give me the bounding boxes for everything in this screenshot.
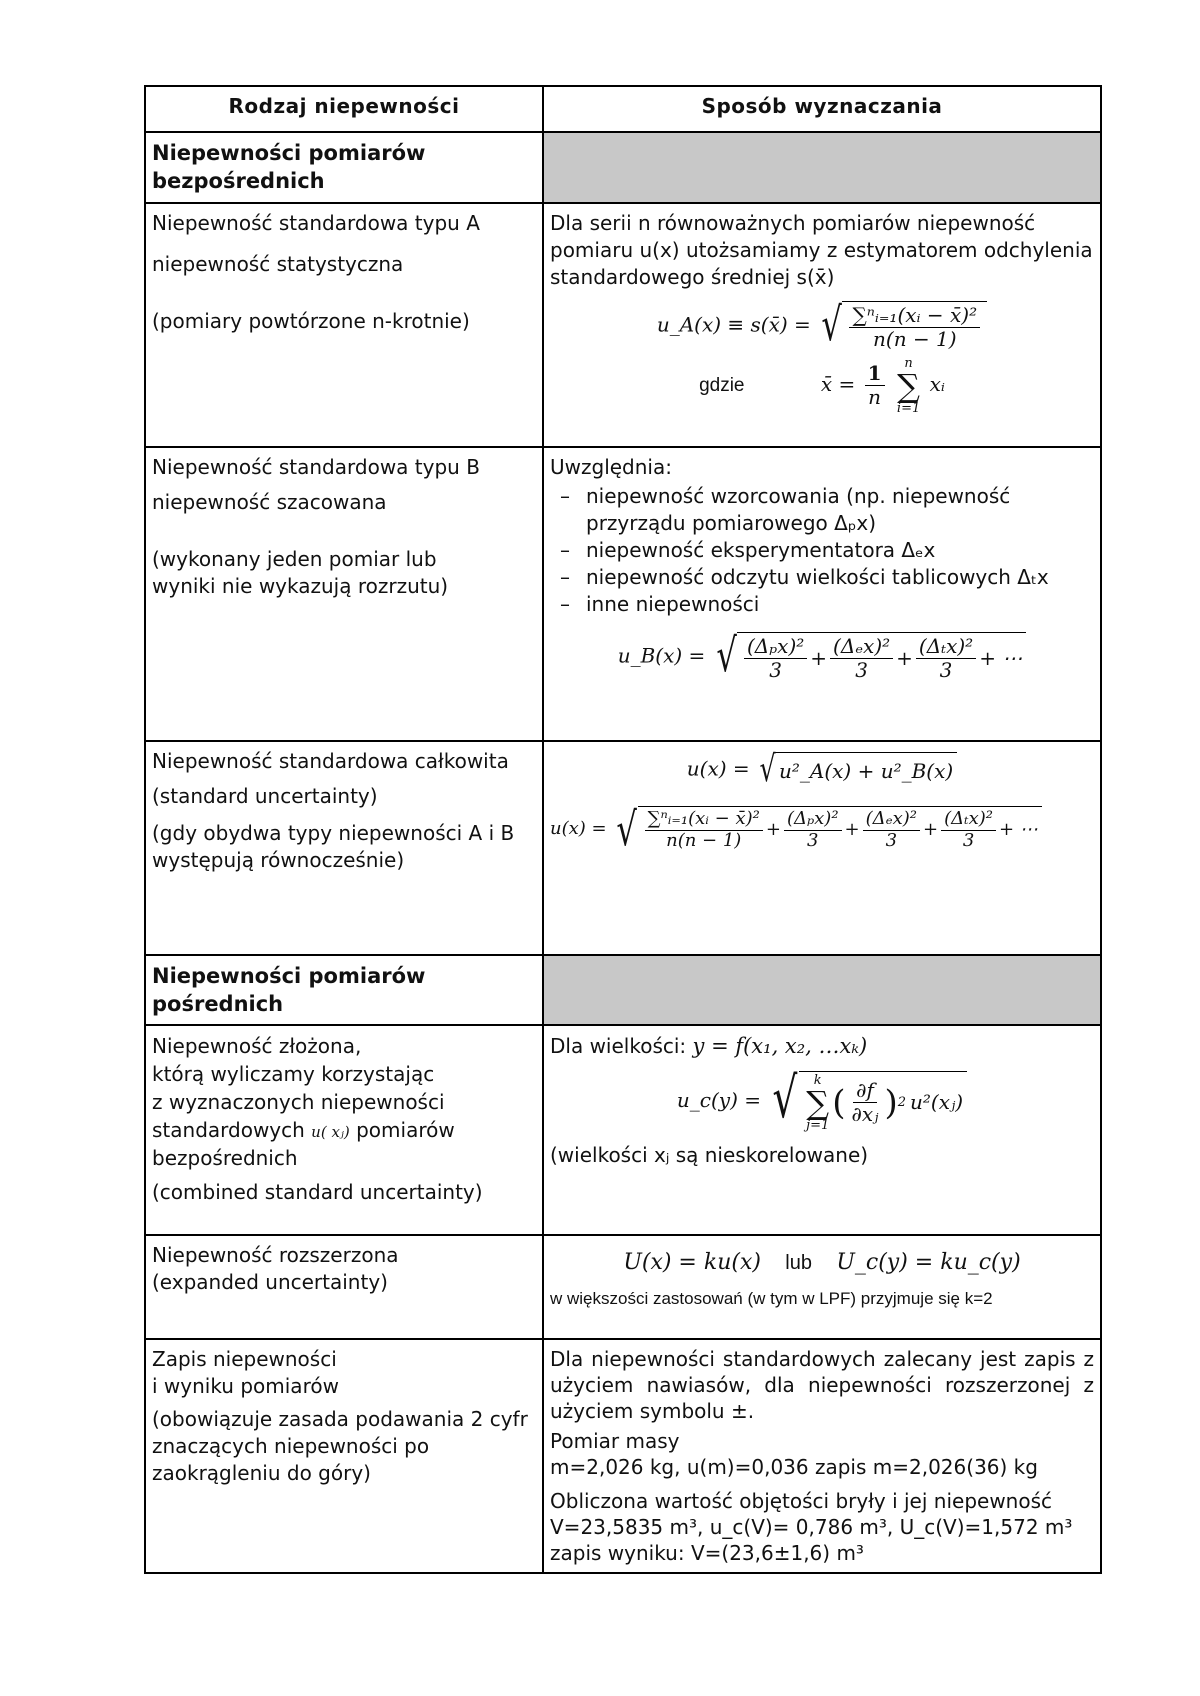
total-note: (gdy obydwa typy niepewności A i B występują równocześnie) — [152, 820, 515, 872]
type-b-term-2: (Δₑx)² — [830, 635, 893, 659]
notation-volume-label: Obliczona wartość objętości bryły i jej niepewność — [550, 1489, 1053, 1514]
type-b-formula — [550, 627, 1094, 682]
combined-row — [145, 1025, 1101, 1235]
type-a-sum-top: n — [904, 355, 913, 371]
section-direct-row — [145, 132, 1101, 203]
expanded-description — [145, 1235, 543, 1339]
type-b-description — [145, 447, 543, 741]
notation-explanation: Dla niepewności standardowych zalecany jest zapis z użyciem nawiasów, dla niepewności rozszerzonej z użyciem symbolu ±. — [550, 1347, 1094, 1424]
list-item: – niepewność wzorcowania (np. niepewność przyrządu pomiarowego Δₚx) — [560, 483, 1011, 535]
type-a-formula-den: n(n − 1) — [873, 326, 957, 351]
notation-volume-result: zapis wyniku: V=(23,6±1,6) m³ — [550, 1541, 864, 1566]
type-b-note-2: wyniki nie wykazują rozrzutu) — [152, 573, 449, 598]
expanded-title: Niepewność rozszerzona — [152, 1243, 399, 1268]
type-a-mean — [550, 357, 1094, 415]
combined-intro: Dla wielkości: y = f(x₁, x₂, …xₖ) — [550, 1034, 868, 1059]
section-direct-title: Niepewności pomiarów bezpośrednich — [145, 132, 543, 203]
type-a-mean-num: 1 — [865, 362, 885, 386]
type-b-note-1: (wykonany jeden pomiar lub — [152, 546, 437, 571]
total-title: Niepewność standardowa całkowita — [152, 748, 509, 773]
sqrt-symbol: √ $\frac{\text{(Δₚx)²}}{3}$ + $\frac{\text{(Δₑx)²}}{3}$ + $\frac{\text{(Δₜx)²}}{3}$ + ⋯ — [712, 632, 1027, 682]
type-a-formula-num: ∑ⁿᵢ₌₁(xᵢ − x̄)² — [849, 304, 980, 328]
expanded-note: w większości zastosowań (w tym w LPF) przyjmuje się k=2 — [550, 1289, 993, 1309]
type-a-formula-lhs: u_A(x) ≡ s(x̄) = — [656, 312, 811, 337]
type-a-formula — [550, 296, 1094, 351]
total-method — [543, 741, 1101, 955]
type-a-mean-term: xᵢ — [929, 372, 945, 397]
notation-mass-example: m=2,026 kg, u(m)=0,036 zapis m=2,026(36) kg — [550, 1455, 1038, 1480]
type-b-method — [543, 447, 1101, 741]
total-row — [145, 741, 1101, 955]
header-col-method: Sposób wyznaczania — [543, 86, 1101, 132]
type-b-list — [550, 483, 1094, 618]
combined-line-3: z wyznaczonych niepewności — [152, 1090, 445, 1115]
type-b-tail: + ⋯ — [979, 645, 1023, 670]
type-b-formula-lhs: u_B(x) = — [617, 643, 706, 668]
total-formula-2: u(x) = √ $\frac{\text{∑ⁿᵢ₌₁(xᵢ − x̄)²}}{n(n - 1)}$ + $\frac{\text{(Δₚx)²}}{3}$ + $\frac{\text{(Δₑx)²}}{3}$ + $\frac{\text{(Δₜx)²}}{3}$ + ⋯ — [550, 806, 1094, 852]
type-a-gdzie: gdzie — [699, 375, 745, 397]
type-a-note: (pomiary powtórzone n-krotnie) — [152, 308, 470, 333]
list-item: – niepewność odczytu wielkości tablicowych Δₜx — [560, 564, 1049, 589]
notation-row — [145, 1339, 1101, 1573]
total-description — [145, 741, 543, 955]
section-indirect-title: Niepewności pomiarów pośrednich — [145, 955, 543, 1026]
section-indirect-row — [145, 955, 1101, 1026]
uncertainty-table — [144, 85, 1102, 1574]
combined-line-4: standardowych u( xⱼ) pomiarów — [152, 1118, 455, 1143]
total-english: (standard uncertainty) — [152, 783, 378, 808]
type-a-title: Niepewność standardowa typu A — [152, 210, 480, 235]
section-indirect-filler — [543, 955, 1101, 1026]
type-a-sum-bottom: i=1 — [896, 400, 921, 416]
type-a-method — [543, 203, 1101, 447]
type-a-mean-den: n — [868, 385, 882, 410]
header-col-type: Rodzaj niepewności — [145, 86, 543, 132]
notation-method — [543, 1339, 1101, 1573]
sqrt-symbol: √ $\frac{\text{∑ⁿᵢ₌₁(xᵢ − x̄)²}}{n(n - 1)}$ — [817, 301, 987, 351]
notation-description — [145, 1339, 543, 1573]
notation-volume-values: V=23,5835 m³, u_c(V)= 0,786 m³, U_c(V)=1,572 m³ — [550, 1515, 1073, 1540]
notation-title-2: i wyniku pomiarów — [152, 1374, 339, 1399]
list-item: – niepewność eksperymentatora Δₑx — [560, 537, 936, 562]
type-b-intro: Uwzględnia: — [550, 454, 672, 479]
type-b-term-3: (Δₜx)² — [916, 635, 976, 659]
document-page — [144, 85, 1102, 1574]
combined-note: (wielkości xⱼ są nieskorelowane) — [550, 1142, 869, 1167]
combined-line-5: bezpośrednich — [152, 1146, 298, 1171]
combined-description — [145, 1025, 543, 1235]
type-a-explanation: Dla serii n równoważnych pomiarów niepewność pomiaru u(x) utożsamiamy z estymatorem odchylenia standardowego średniej s(x̄) — [550, 210, 1093, 289]
notation-rule: (obowiązuje zasada podawania 2 cyfr znaczących niepewności po zaokrągleniu do góry) — [152, 1407, 528, 1486]
expanded-formula: U(x) = ku(x) lub U_c(y) = ku_c(y) — [623, 1250, 1021, 1276]
sum-symbol: k ∑ j=1 — [806, 1072, 830, 1133]
type-b-title: Niepewność standardowa typu B — [152, 454, 480, 479]
sqrt-symbol: √ $\frac{\text{∑ⁿᵢ₌₁(xᵢ − x̄)²}}{n(n - 1)}$ + $\frac{\text{(Δₚx)²}}{3}$ + $\frac{\text{(Δₑx)²}}{3}$ + $\frac{\text{(Δₜx)²}}{3}$ + ⋯ — [612, 806, 1041, 852]
type-b-term-1: (Δₚx)² — [744, 635, 807, 659]
total-formula-1: u(x) = √ u²_A(x) + u²_B(x) — [550, 752, 1094, 788]
section-direct-filler — [543, 132, 1101, 203]
combined-formula: u_c(y) = √ k ∑ j=1 ( $\frac{\partial f}{\text{∂xⱼ}}$ ) 2 u²(xⱼ) — [550, 1071, 1094, 1132]
table-header-row — [145, 86, 1101, 132]
list-item: – inne niepewności — [560, 591, 760, 616]
sqrt-symbol: √ k ∑ j=1 ( $\frac{\partial f}{\text{∂xⱼ}}$ ) 2 u²(xⱼ) — [767, 1071, 967, 1132]
notation-mass-label: Pomiar masy — [550, 1429, 680, 1454]
combined-english: (combined standard uncertainty) — [152, 1180, 483, 1205]
expanded-english: (expanded uncertainty) — [152, 1270, 388, 1295]
sum-symbol: n ∑ i=1 — [896, 355, 921, 416]
combined-title: Niepewność złożona, — [152, 1034, 362, 1059]
type-b-subtitle: niepewność szacowana — [152, 489, 387, 514]
combined-method — [543, 1025, 1101, 1235]
type-a-description — [145, 203, 543, 447]
combined-line-2: którą wyliczamy korzystając — [152, 1062, 435, 1087]
type-a-subtitle: niepewność statystyczna — [152, 251, 404, 276]
type-a-row — [145, 203, 1101, 447]
expanded-method — [543, 1235, 1101, 1339]
type-b-row — [145, 447, 1101, 741]
notation-title: Zapis niepewności — [152, 1347, 337, 1372]
expanded-row — [145, 1235, 1101, 1339]
type-a-mean-lhs: x̄ = — [820, 372, 856, 397]
sqrt-symbol: √ u²_A(x) + u²_B(x) — [756, 752, 957, 788]
